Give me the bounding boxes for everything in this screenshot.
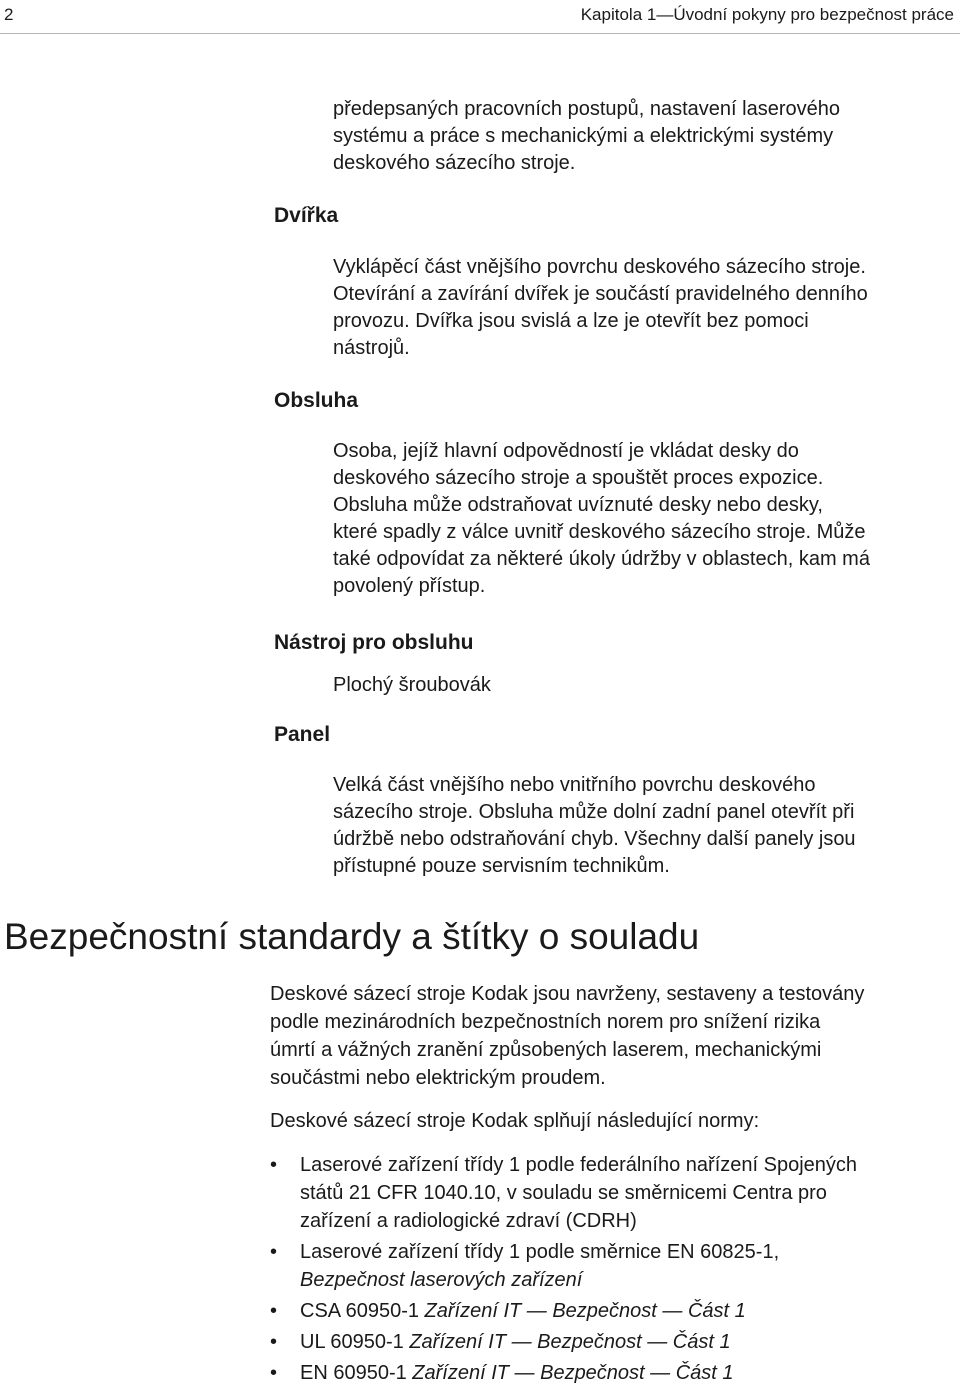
standard-item-line: zařízení a radiologické zdraví (CDRH) xyxy=(300,1210,637,1232)
standard-title: Zařízení IT — Bezpečnost — Část 1 xyxy=(424,1300,746,1322)
standard-code: UL 60950-1 xyxy=(300,1331,410,1353)
chapter-title: Kapitola 1—Úvodní pokyny pro bezpečnost práce xyxy=(580,5,954,24)
standard-item xyxy=(270,1297,954,1325)
term-panel: Panel xyxy=(274,723,331,746)
standard-item xyxy=(270,1359,954,1387)
term-nastroj: Nástroj pro obsluhu xyxy=(274,631,474,654)
definition-nastroj: Plochý šroubovák xyxy=(333,674,491,696)
section-paragraph-2: Deskové sázecí stroje Kodak splňují následující normy: xyxy=(270,1110,760,1132)
standard-item-title: Bezpečnost laserových zařízení xyxy=(300,1269,583,1291)
standard-item xyxy=(270,1328,954,1356)
definition-obsluha: Osoba, jejíž hlavní odpovědností je vkládat desky do deskového sázecího stroje a spouštět proces expozice. Obsluha může odstraňovat uvíznuté desky nebo desky, které spadly z válce uvnitř deskového sázecího stroje. Může také odpovídat za některé úkoly údržby v oblastech, kam má povolený přístup. xyxy=(333,440,870,597)
term-dvirka: Dvířka xyxy=(274,204,339,227)
definition-dvirka: Vyklápěcí část vnějšího povrchu deskového sázecího stroje. Otevírání a zavírání dvířek je součástí pravidelného denního provozu. Dvířka jsou svislá a lze je otevřít bez pomoci nástrojů. xyxy=(333,256,868,359)
standard-item-line: států 21 CFR 1040.10, v souladu se směrnicemi Centra pro xyxy=(300,1182,827,1204)
term-obsluha: Obsluha xyxy=(274,389,359,412)
standard-item xyxy=(270,1238,954,1294)
standard-item-line: • Laserové zařízení třídy 1 podle směrnice EN 60825-1, xyxy=(300,1241,780,1263)
glossary-intro-continuation: předepsaných pracovních postupů, nastavení laserového systému a práce s mechanickými a elektrickými systémy deskového sázecího stroje. xyxy=(333,98,841,174)
standard-item-line: • Laserové zařízení třídy 1 podle federálního nařízení Spojených xyxy=(300,1154,858,1176)
standard-title: Zařízení IT — Bezpečnost — Část 1 xyxy=(409,1331,731,1353)
standard-code: EN 60950-1 xyxy=(300,1362,413,1384)
standard-title: Zařízení IT — Bezpečnost — Část 1 xyxy=(412,1362,734,1384)
section-paragraph-1: Deskové sázecí stroje Kodak jsou navrženy, sestaveny a testovány podle mezinárodních bezpečnostních norem pro snížení rizika úmrtí a vážných zranění způsobených laserem, mechanickými součástmi nebo elektrickým proudem. xyxy=(270,983,865,1089)
page-number: 2 xyxy=(4,5,14,24)
page-header xyxy=(0,0,960,34)
standard-code: CSA 60950-1 xyxy=(300,1300,425,1322)
standard-item xyxy=(270,1151,954,1235)
section-title: Bezpečnostní standardy a štítky o souladu xyxy=(4,916,700,957)
definition-panel: Velká část vnějšího nebo vnitřního povrchu deskového sázecího stroje. Obsluha může dolní zadní panel otevřít při údržbě nebo odstraňování chyb. Všechny další panely jsou přístupné pouze servisním technikům. xyxy=(333,774,856,877)
standards-list xyxy=(270,1151,954,1390)
